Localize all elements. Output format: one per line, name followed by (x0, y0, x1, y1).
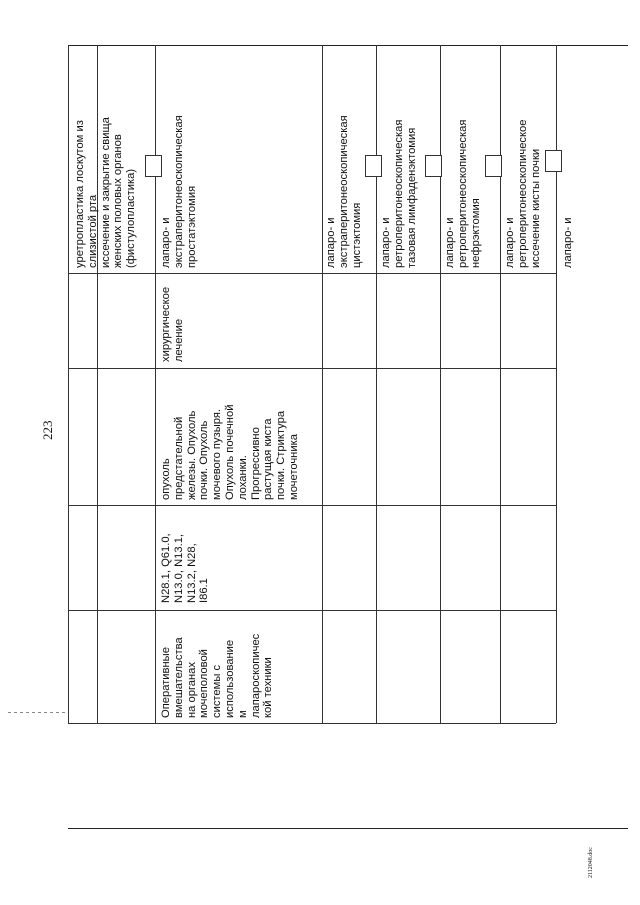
row-divider (556, 45, 557, 723)
method-cell: лапаро- и экстраперитонеоскопическая цистэктомия (325, 115, 363, 268)
column-divider (68, 368, 556, 369)
top-rule (68, 45, 628, 46)
column-divider (68, 505, 556, 506)
method-cell: лапаро- и экстраперитонеоскопическая простатэктомия (160, 115, 198, 268)
method-cell: лапаро- и ретроперитонеоскопическая нефрэктомия (444, 119, 482, 268)
method-cell: лапаро- и (562, 217, 574, 268)
group-name-cell: Оперативные вмешательства на органах мочеполовой системы с использование м лапароскопичес кой техники (160, 633, 275, 718)
row-divider (500, 45, 501, 723)
continued-row-text: уретропластика лоскутом из слизистой рта иссечение и закрытие свища женских половых органов (фистулопластика) (74, 117, 138, 268)
method-cell: лапаро- и ретроперитонеоскопическое иссечение кисты почки (504, 119, 542, 268)
cell-marker-box (425, 155, 442, 177)
cell-marker-box (485, 155, 502, 177)
cell-marker-box (545, 150, 562, 172)
table-bottom-border (68, 723, 556, 724)
column-divider (68, 610, 556, 611)
diagnosis-cell: опухоль предстательной железы. Опухоль почки. Опухоль мочевого пузыря. Опухоль почечной лоханки. Прогрессивно растущая киста почки. Стриктура мочеточника (160, 404, 300, 500)
row-divider (376, 45, 377, 723)
page-number: 223 (40, 420, 55, 440)
left-margin-dash (8, 712, 68, 713)
column-divider (68, 273, 556, 274)
footer-filename: 2112048.doc (588, 847, 594, 878)
method-cell: лапаро- и ретроперитонеоскопическая тазовая лимфаденэктомия (380, 119, 418, 268)
row-divider (440, 45, 441, 723)
codes-cell: N28.1, Q61.0, N13.0, N13.1, N13.2, N28, I86.1 (160, 533, 211, 603)
row-divider (155, 45, 156, 723)
bottom-rule (68, 828, 628, 829)
row-divider (322, 45, 323, 723)
treatment-cell: хирургическое лечение (160, 286, 185, 362)
table-left-border (68, 45, 69, 723)
